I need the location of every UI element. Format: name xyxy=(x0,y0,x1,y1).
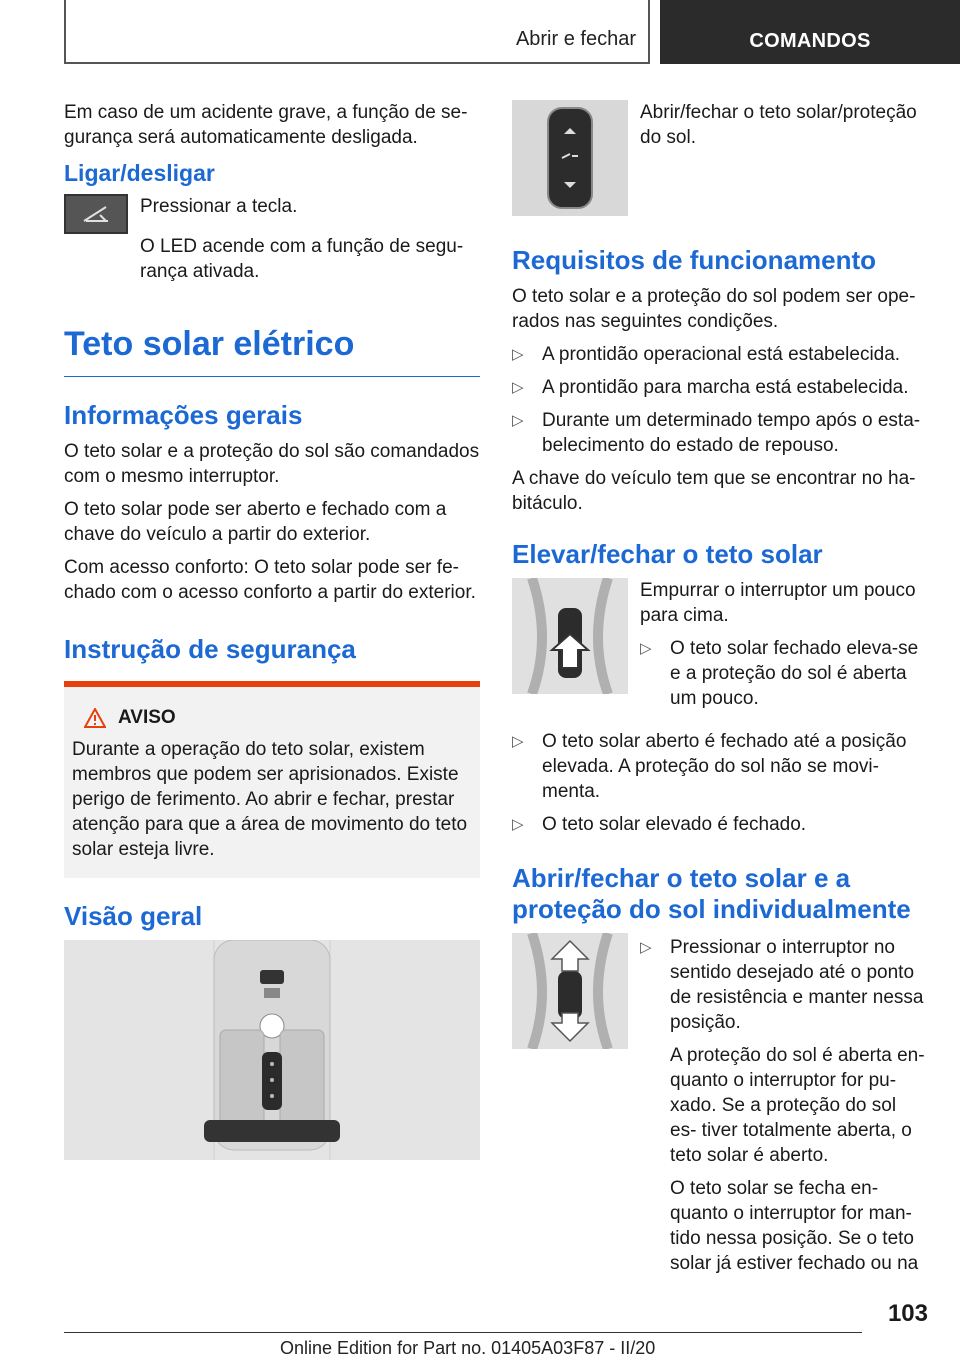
warning-icon xyxy=(84,708,106,728)
main-title: Teto solar elétrico xyxy=(64,324,480,377)
sunroof-switch-image xyxy=(512,100,628,216)
footer-rule xyxy=(64,1332,862,1333)
left-column xyxy=(64,100,480,1160)
list-item: ▷ A prontidão operacional está estabelecida. xyxy=(512,342,926,367)
footer-edition: Online Edition for Part no. 01405A03F87 - II/20 xyxy=(280,1338,656,1358)
header-rule-bottom xyxy=(64,62,650,64)
individual-paragraph-1: A proteção do sol é aberta en- quanto o interruptor for pu- xado. Se a proteção do sol es- tiver totalmente aberta, o teto solar é aberto. xyxy=(670,1045,925,1166)
ligar-step-1: Pressionar a tecla. xyxy=(140,196,298,217)
raise-switch-image xyxy=(512,578,628,694)
requirements-list xyxy=(512,342,926,458)
intro-paragraph: Em caso de um acidente grave, a função de se- gurança será automaticamente desligada. xyxy=(64,102,468,148)
switch-caption: Abrir/fechar o teto solar/proteção do sol. xyxy=(640,102,917,148)
individual-switch-image xyxy=(512,933,628,1049)
header-rule-right xyxy=(648,0,650,64)
header-rule-left xyxy=(64,0,66,64)
right-column xyxy=(512,100,926,1294)
page-number: 103 xyxy=(887,1300,928,1327)
warning-label: AVISO xyxy=(118,707,176,728)
header-section: Abrir e fechar xyxy=(515,28,636,50)
overview-heading: Visão geral xyxy=(64,901,203,931)
warning-text: Durante a operação do teto solar, existem membros que podem ser aprisionados. Existe perigo de ferimento. Ao abrir e fechar, prestar atenção para que a área de movimento do teto solar esteja livre. xyxy=(72,739,468,860)
info-paragraph-1: O teto solar e a proteção do sol são comandados com o mesmo interruptor. xyxy=(64,441,480,487)
ligar-step-2: O LED acende com a função de segu- rança ativada. xyxy=(140,236,464,282)
list-item: ▷ A prontidão para marcha está estabelecida. xyxy=(512,375,926,400)
list-item: ▷ O teto solar elevado é fechado. xyxy=(512,812,926,837)
requirements-intro: O teto solar e a proteção do sol podem ser ope- rados nas seguintes condições. xyxy=(512,286,916,332)
individual-heading: Abrir/fechar o teto solar e a proteção do sol individualmente xyxy=(512,863,911,924)
crash-key-icon xyxy=(64,194,128,234)
info-paragraph-2: O teto solar pode ser aberto e fechado com a chave do veículo a partir do exterior. xyxy=(64,499,447,545)
raise-list xyxy=(512,729,926,837)
ligar-block xyxy=(64,194,480,234)
list-item: ▷ O teto solar aberto é fechado até a posição elevada. A proteção do sol não se movi- menta. xyxy=(512,729,926,804)
info-heading: Informações gerais xyxy=(64,400,303,430)
header-chapter: COMANDOS xyxy=(660,0,960,64)
list-item: ▷ Pressionar o interruptor no sentido desejado até o ponto de resistência e manter nessa posição. xyxy=(640,935,926,1035)
raise-heading: Elevar/fechar o teto solar xyxy=(512,539,823,569)
list-item: ▷ O teto solar fechado eleva-se e a proteção do sol é aberta um pouco. xyxy=(640,636,926,711)
ligar-heading: Ligar/desligar xyxy=(64,160,215,186)
warning-box xyxy=(64,681,480,878)
individual-paragraph-2: O teto solar se fecha en- quanto o interruptor for man- tido nessa posição. Se o teto solar já estiver fechado ou na xyxy=(670,1178,919,1274)
requirements-heading: Requisitos de funcionamento xyxy=(512,245,877,275)
overview-photo xyxy=(64,940,480,1160)
list-item: ▷ Durante um determinado tempo após o esta- belecimento do estado de repouso. xyxy=(512,408,926,458)
safety-heading: Instrução de segurança xyxy=(64,634,356,664)
requirements-key: A chave do veículo tem que se encontrar no ha- bitáculo. xyxy=(512,468,916,514)
raise-paragraph: Empurrar o interruptor um pouco para cima. xyxy=(640,580,916,626)
info-paragraph-3: Com acesso conforto: O teto solar pode ser fe- chado com o acesso conforto a partir do exterior. xyxy=(64,557,476,603)
